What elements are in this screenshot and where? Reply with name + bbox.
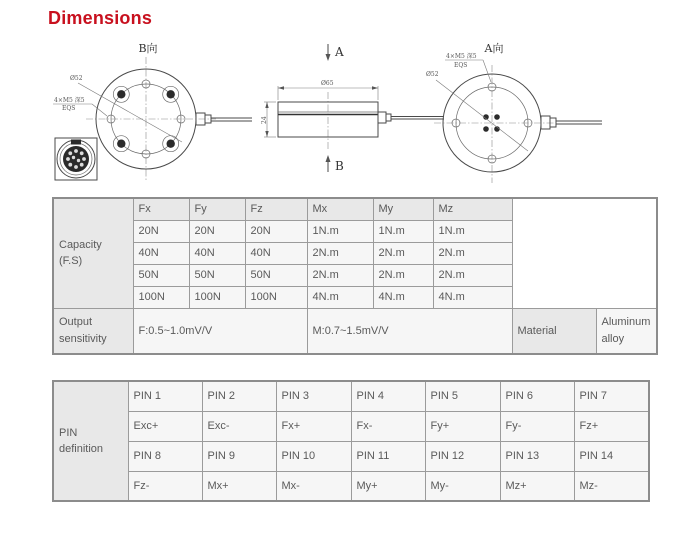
pin-number-cell: PIN 12 [425,441,500,471]
pin-number-cell: PIN 8 [128,441,202,471]
material-value: Aluminum alloy [596,308,657,354]
view-a-holes-annotation-2: EQS [454,62,468,69]
pin-signal-cell: My- [425,471,500,501]
output-sensitivity-f-value: F:0.5~1.0mV/V [133,308,307,354]
material-label: Material [512,308,596,354]
view-a-holes-annotation: 4×M5 深5 [446,53,477,60]
side-view-drawing [261,44,444,173]
height-annotation: 24 [261,116,268,124]
diameter-annotation: Ø65 [321,80,334,87]
pin-header-row-1 [53,381,649,411]
pin-row-header: PIN definition [53,381,128,501]
section-arrow-a-label: A [335,45,344,59]
pin-signal-cell: My+ [351,471,425,501]
capacity-cell: 1N.m [307,220,373,242]
capacity-cell: 1N.m [433,220,512,242]
output-sensitivity-label: Output sensitivity [53,308,133,354]
capacity-cell: 4N.m [307,286,373,308]
pin-number-cell: PIN 1 [128,381,202,411]
pin-signal-cell: Fz- [128,471,202,501]
pin-signal-cell: Fx- [351,411,425,441]
capacity-cell: 40N [189,242,245,264]
pin-number-cell: PIN 5 [425,381,500,411]
capacity-cell: 20N [189,220,245,242]
capacity-cell: 50N [245,264,307,286]
capacity-cell: 2N.m [373,264,433,286]
capacity-cell: 2N.m [307,242,373,264]
capacity-cell: 20N [245,220,307,242]
capacity-cell: 4N.m [433,286,512,308]
pin-signal-row-1 [53,411,649,441]
capacity-cell: 50N [189,264,245,286]
view-a-cable-connector [541,116,602,129]
empty-cell [512,198,657,308]
output-sensitivity-m-value: M:0.7~1.5mV/V [307,308,512,354]
capacity-cell: 1N.m [373,220,433,242]
view-a-bcd-annotation: Ø52 [426,71,439,78]
capacity-cell: 20N [133,220,189,242]
capacity-cell: 50N [133,264,189,286]
pin-signal-cell: Exc+ [128,411,202,441]
side-cable-connector [378,112,444,123]
capacity-cell: 2N.m [373,242,433,264]
pin-signal-row-2 [53,471,649,501]
capacity-cell: 2N.m [433,264,512,286]
col-header-my: My [373,198,433,220]
dimension-drawings [40,36,660,192]
pin-signal-cell: Mx+ [202,471,276,501]
pin-number-cell: PIN 4 [351,381,425,411]
technical-drawing [40,36,660,192]
pin-signal-cell: Mz- [574,471,649,501]
capacity-cell: 40N [245,242,307,264]
pin-signal-cell: Fy- [500,411,574,441]
view-b-holes-annotation: 4×M5 深5 [54,97,85,104]
view-b-holes-annotation-2: EQS [62,105,76,112]
pin-number-cell: PIN 2 [202,381,276,411]
page-title: Dimensions [48,8,153,28]
pin-number-cell: PIN 3 [276,381,351,411]
capacity-cell: 4N.m [373,286,433,308]
col-header-fz: Fz [245,198,307,220]
capacity-cell: 100N [189,286,245,308]
pin-signal-cell: Exc- [202,411,276,441]
view-a-drawing [426,41,602,183]
col-header-fy: Fy [189,198,245,220]
pin-number-cell: PIN 7 [574,381,649,411]
pin-signal-cell: Mx- [276,471,351,501]
pin-number-cell: PIN 14 [574,441,649,471]
pin-signal-cell: Fz+ [574,411,649,441]
section-arrow-b-label: B [335,159,344,173]
col-header-mz: Mz [433,198,512,220]
capacity-cell: 100N [245,286,307,308]
capacity-cell: 40N [133,242,189,264]
pin-signal-cell: Fx+ [276,411,351,441]
pin-definition-table [52,380,650,502]
pin-signal-cell: Mz+ [500,471,574,501]
capacity-cell: 100N [133,286,189,308]
connector-face-detail [55,138,97,180]
col-header-mx: Mx [307,198,373,220]
pin-number-cell: PIN 11 [351,441,425,471]
col-header-fx: Fx [133,198,189,220]
capacity-cell: 2N.m [307,264,373,286]
pin-number-cell: PIN 9 [202,441,276,471]
capacity-cell: 2N.m [433,242,512,264]
view-b-label: B向 [138,42,158,55]
view-a-label: A向 [484,42,504,55]
pin-header-row-2 [53,441,649,471]
pin-signal-cell: Fy+ [425,411,500,441]
pin-number-cell: PIN 10 [276,441,351,471]
view-b-bcd-annotation: Ø52 [70,75,83,82]
pin-number-cell: PIN 6 [500,381,574,411]
output-sensitivity-row [53,308,657,354]
pin-number-cell: PIN 13 [500,441,574,471]
capacity-row-header: Capacity (F.S) [53,198,133,308]
capacity-table [52,197,658,355]
